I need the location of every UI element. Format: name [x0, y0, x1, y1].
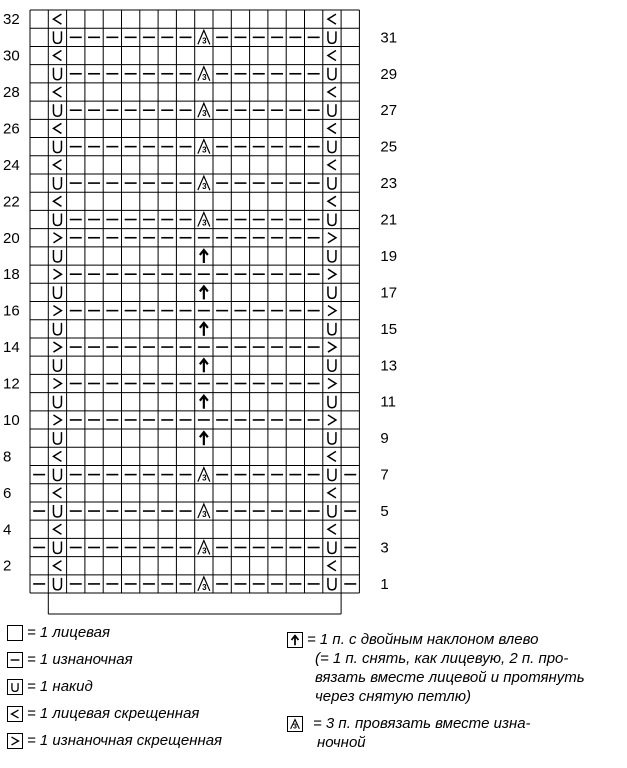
row-label-left: 16 — [3, 302, 20, 320]
legend-purl-tbl-symbol — [7, 733, 23, 749]
row-label-left: 6 — [3, 484, 12, 502]
legend-double-decrease-label — [307, 630, 585, 706]
row-label-left: 12 — [3, 375, 20, 393]
row-label-left: 2 — [3, 557, 12, 575]
legend-yarn-over-label: = 1 накид — [27, 678, 93, 695]
legend-k3tog-purl-line-2: ночной — [317, 734, 366, 751]
k3tog-purl-digit: 3 — [202, 473, 207, 483]
row-label-right: 5 — [380, 503, 389, 521]
k3tog-purl-digit: 3 — [202, 109, 207, 119]
row-label-left: 22 — [3, 193, 20, 211]
legend-purl-symbol — [7, 652, 23, 668]
legend-k3tog-purl-line-1: = 3 п. провязать вместе изна- — [313, 715, 531, 732]
legend-double-decrease-symbol — [287, 632, 303, 648]
row-label-left: 32 — [3, 11, 20, 29]
legend-k3tog-purl-symbol — [287, 716, 303, 732]
k3tog-purl-digit: 3 — [202, 72, 207, 82]
row-label-left: 28 — [3, 83, 20, 101]
legend-purl-label: = 1 изнаночная — [27, 651, 133, 668]
row-label-right: 3 — [380, 539, 389, 557]
k3tog-purl-digit: 3 — [202, 36, 207, 46]
legend-purl-tbl-label: = 1 изнаночная скрещенная — [27, 732, 223, 749]
row-label-left: 18 — [3, 266, 20, 284]
row-label-left: 24 — [3, 156, 20, 174]
row-label-left: 8 — [3, 448, 12, 466]
k3tog-purl-digit: 3 — [202, 546, 207, 556]
row-label-right: 27 — [380, 102, 398, 120]
row-label-left: 4 — [3, 521, 12, 539]
row-label-right: 9 — [380, 430, 389, 448]
row-label-right: 25 — [380, 138, 398, 156]
row-label-right: 21 — [380, 211, 398, 229]
legend-double-decrease-line-4: через снятую петлю) — [315, 688, 471, 705]
row-label-right: 31 — [380, 29, 398, 47]
row-label-right: 23 — [380, 175, 398, 193]
legend-k3tog-purl-label — [313, 714, 531, 752]
row-label-left: 14 — [3, 339, 20, 357]
k3tog-purl-digit: 3 — [202, 218, 207, 228]
legend-knit-tbl-label: = 1 лицевая скрещенная — [27, 705, 200, 722]
row-label-right: 11 — [380, 393, 396, 411]
legend-double-decrease-line-3: вязать вместе лицевой и протянуть — [315, 669, 585, 686]
row-label-right: 15 — [380, 320, 398, 338]
row-label-right: 13 — [380, 357, 398, 375]
row-label-right: 29 — [380, 65, 398, 83]
legend-double-decrease-line-2: (= 1 п. снять, как лицевую, 2 п. про- — [315, 650, 569, 667]
row-label-right: 19 — [380, 247, 398, 265]
legend-knit-symbol — [7, 625, 23, 641]
svg-text:3: 3 — [293, 723, 297, 731]
legend-yarn-over-symbol — [7, 679, 23, 695]
row-label-left: 30 — [3, 47, 20, 65]
row-label-right: 7 — [380, 466, 389, 484]
legend-knit-label: = 1 лицевая — [27, 624, 111, 641]
k3tog-purl-digit: 3 — [202, 145, 207, 155]
row-label-left: 26 — [3, 120, 20, 138]
legend-double-decrease-line-1: = 1 п. с двойным наклоном влево — [307, 631, 539, 648]
row-label-left: 10 — [3, 411, 20, 429]
row-label-right: 17 — [380, 284, 398, 302]
legend-knit-tbl-symbol — [7, 706, 23, 722]
k3tog-purl-digit: 3 — [202, 510, 207, 520]
k3tog-purl-digit: 3 — [202, 582, 207, 592]
k3tog-purl-digit: 3 — [202, 182, 207, 192]
row-label-left: 20 — [3, 229, 20, 247]
row-label-right: 1 — [380, 575, 389, 593]
